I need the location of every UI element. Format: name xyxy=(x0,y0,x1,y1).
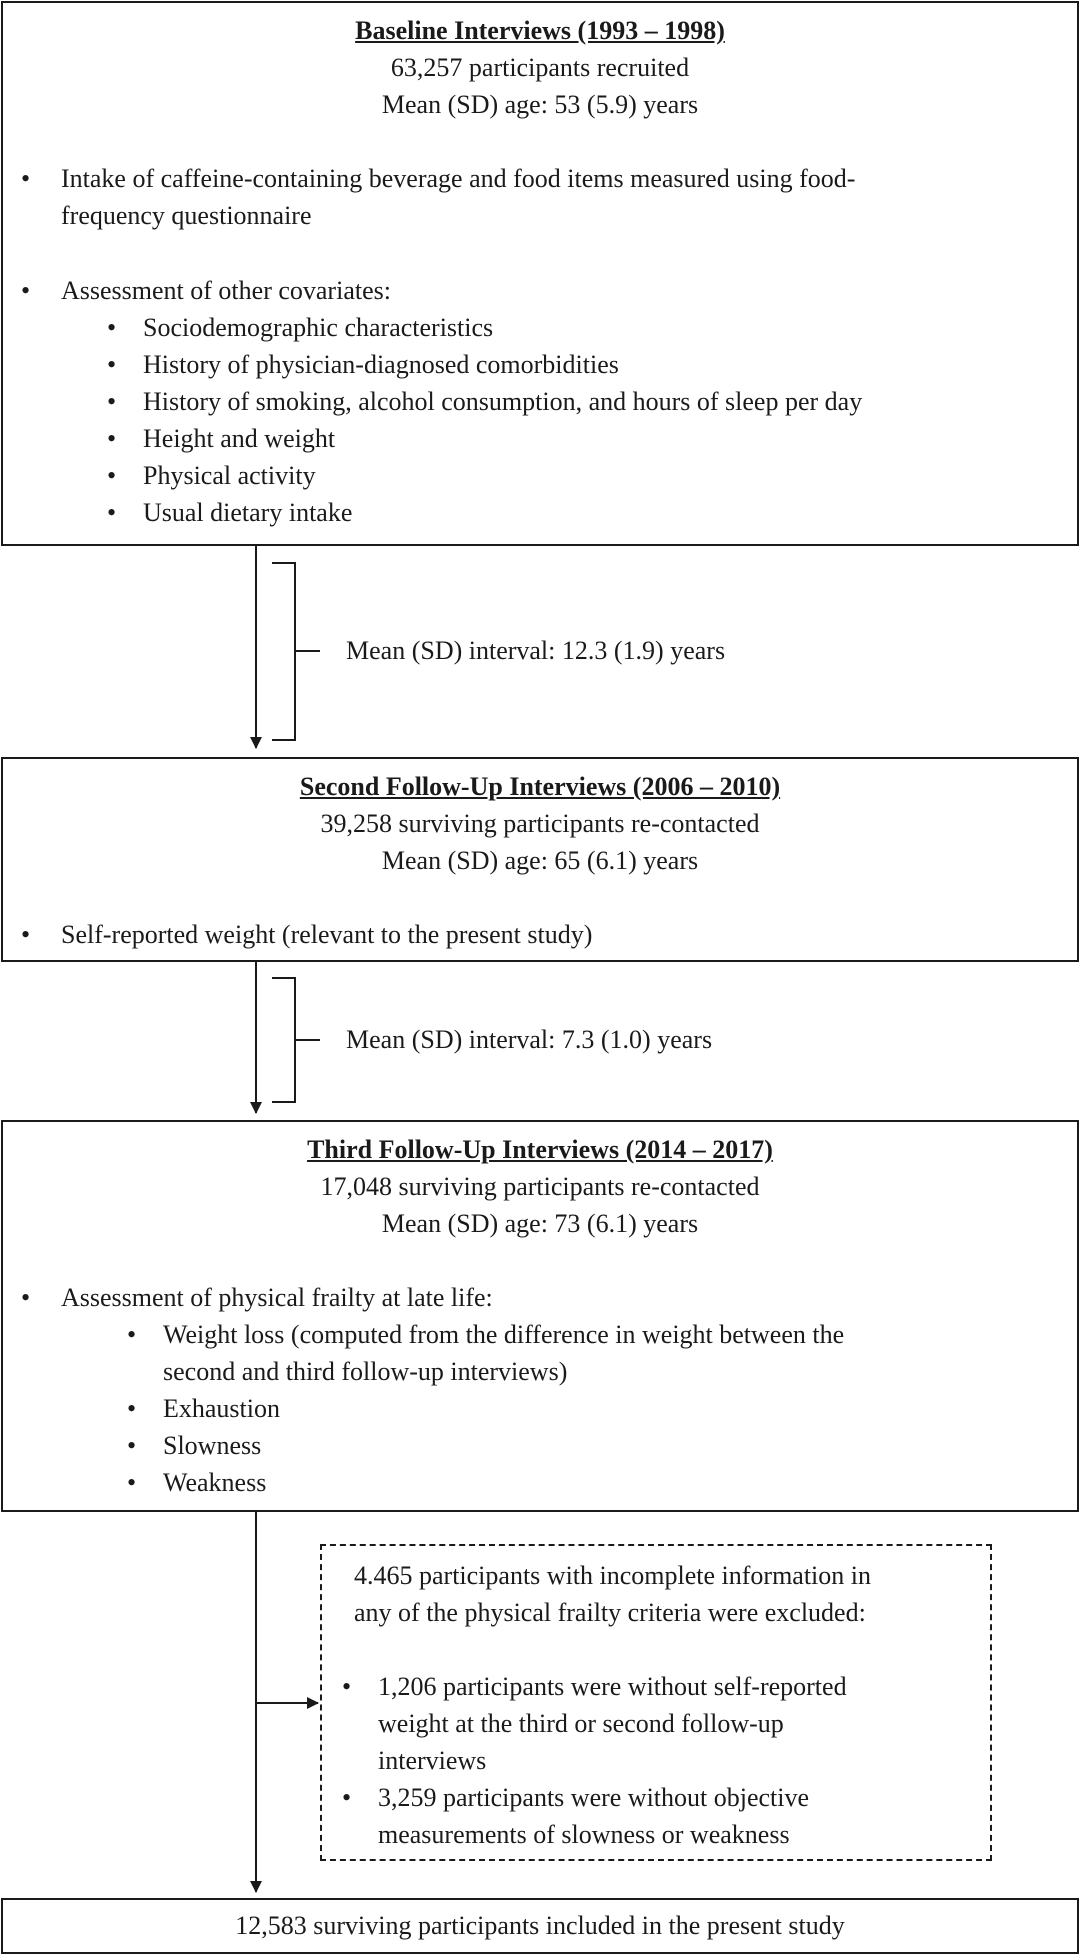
bullet: • xyxy=(21,1283,31,1312)
bullet: • xyxy=(107,461,117,490)
baseline-bullet-1-line-2: frequency questionnaire xyxy=(61,201,312,230)
third-bullet-1: Assessment of physical frailty at late life: xyxy=(61,1283,493,1312)
final-text: 12,583 surviving participants included in the present study xyxy=(235,1911,845,1940)
excluded-b1-line-1: 1,206 participants were without self-reported xyxy=(378,1672,847,1701)
excluded-box xyxy=(320,1544,992,1861)
third-sub-1-line-2: second and third follow-up interviews) xyxy=(163,1357,568,1386)
bullet: • xyxy=(107,387,117,416)
excluded-b2-line-2: measurements of slowness or weakness xyxy=(378,1820,790,1849)
bullet: • xyxy=(107,350,117,379)
excluded-line-1: 4.465 participants with incomplete information in xyxy=(354,1561,872,1590)
third-sub-2: Exhaustion xyxy=(163,1394,280,1423)
baseline-sub-item: History of smoking, alcohol consumption, and hours of sleep per day xyxy=(143,387,863,416)
bullet: • xyxy=(107,313,117,342)
bullet: • xyxy=(21,164,31,193)
baseline-bullet-1-line-1: Intake of caffeine-containing beverage and food items measured using food- xyxy=(61,164,856,193)
bullet: • xyxy=(127,1431,137,1460)
baseline-title: Baseline Interviews (1993 – 1998) xyxy=(355,16,725,45)
bullet: • xyxy=(342,1783,352,1812)
third-title: Third Follow-Up Interviews (2014 – 2017) xyxy=(307,1135,773,1164)
bullet: • xyxy=(342,1672,352,1701)
interval-2-label: Mean (SD) interval: 7.3 (1.0) years xyxy=(346,1025,713,1054)
second-bullet-1: Self-reported weight (relevant to the present study) xyxy=(61,920,593,949)
third-sub-3: Slowness xyxy=(163,1431,262,1460)
bullet: • xyxy=(21,276,31,305)
final-box xyxy=(1,1898,1079,1954)
third-sub-4: Weakness xyxy=(163,1468,267,1497)
baseline-box xyxy=(1,1,1079,546)
third-age: Mean (SD) age: 73 (6.1) years xyxy=(381,1209,699,1238)
baseline-sub-item: Height and weight xyxy=(143,424,336,453)
third-participants: 17,048 surviving participants re-contacted xyxy=(320,1172,760,1201)
excluded-b2-line-1: 3,259 participants were without objective xyxy=(378,1783,810,1812)
bullet: • xyxy=(127,1320,137,1349)
second-age: Mean (SD) age: 65 (6.1) years xyxy=(381,846,699,875)
baseline-sub-item: History of physician-diagnosed comorbidities xyxy=(143,350,619,379)
excluded-b1-line-2: weight at the third or second follow-up xyxy=(378,1709,784,1738)
second-followup-box xyxy=(1,757,1079,962)
bullet: • xyxy=(107,424,117,453)
third-sub-1-line-1: Weight loss (computed from the difference in weight between the xyxy=(163,1320,845,1349)
baseline-sub-item: Sociodemographic characteristics xyxy=(143,313,494,342)
baseline-sub-item: Physical activity xyxy=(143,461,316,490)
bullet: • xyxy=(21,920,31,949)
excluded-line-2: any of the physical frailty criteria were excluded: xyxy=(354,1598,866,1627)
baseline-sub-item: Usual dietary intake xyxy=(143,498,353,527)
bullet: • xyxy=(127,1394,137,1423)
bullet: • xyxy=(127,1468,137,1497)
bullet: • xyxy=(107,498,117,527)
excluded-b1-line-3: interviews xyxy=(378,1746,487,1775)
bracket-interval-2 xyxy=(272,978,320,1102)
baseline-bullet-2: Assessment of other covariates: xyxy=(61,276,391,305)
third-followup-box xyxy=(1,1120,1079,1512)
baseline-age: Mean (SD) age: 53 (5.9) years xyxy=(381,90,699,119)
interval-1-label: Mean (SD) interval: 12.3 (1.9) years xyxy=(346,636,726,665)
baseline-participants: 63,257 participants recruited xyxy=(390,53,690,82)
second-title: Second Follow-Up Interviews (2006 – 2010) xyxy=(299,772,781,801)
second-participants: 39,258 surviving participants re-contacted xyxy=(320,809,760,838)
bracket-interval-1 xyxy=(272,563,320,740)
